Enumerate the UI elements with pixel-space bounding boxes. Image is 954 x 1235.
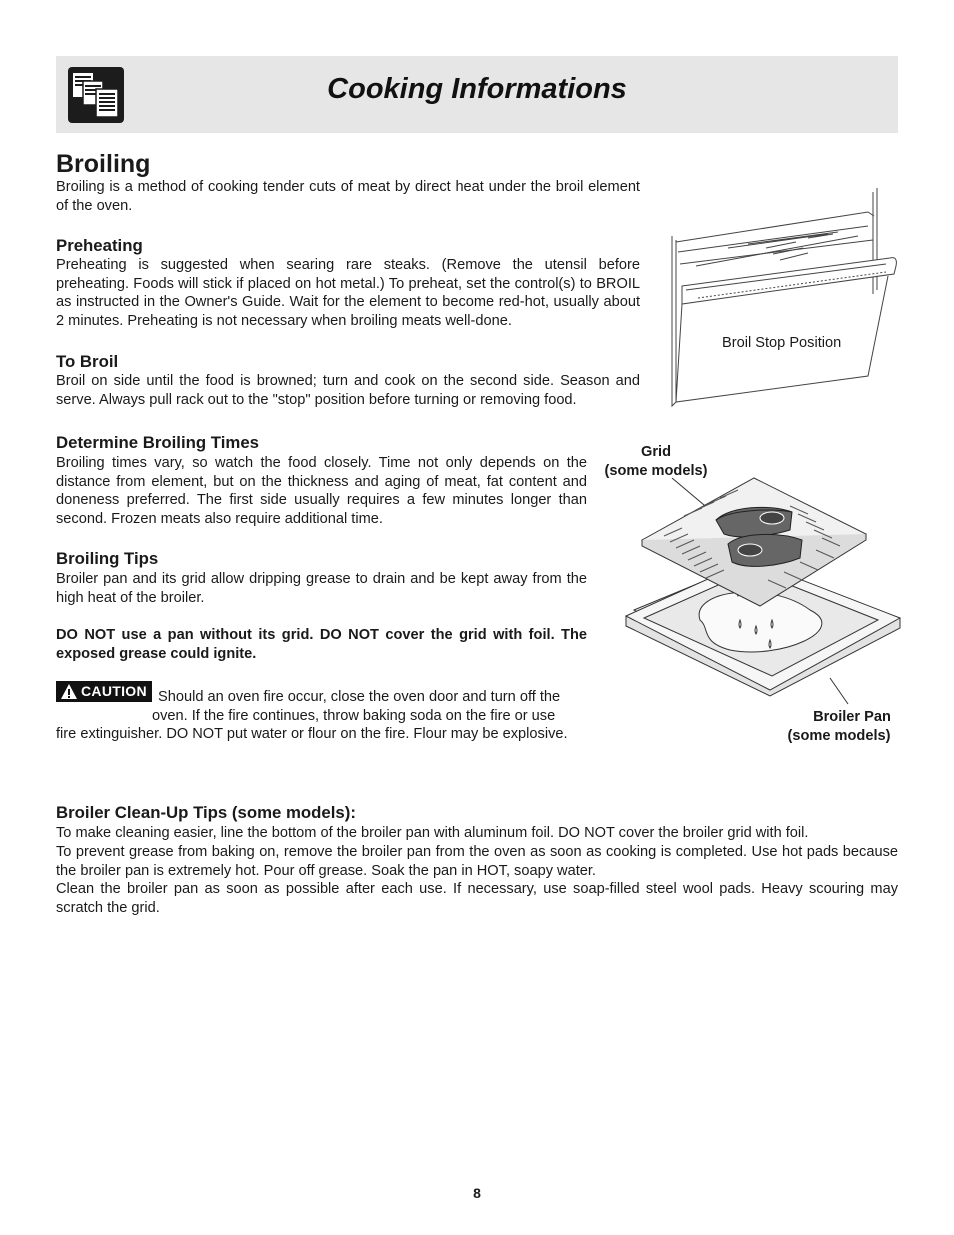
- cleanup-paragraph-3: Clean the broiler pan as soon as possible after each use. If necessary, use soap-filled steel wool pads. Heavy scouring may scratch the grid.: [56, 881, 898, 916]
- cleanup-paragraph-2: To prevent grease from baking on, remove the broiler pan from the oven as soon as cooking is completed. Use hot pads because the broiler pan is extremely hot. Pour off grease. Soak the pan in HOT, soapy water.: [56, 844, 898, 879]
- warning-triangle-icon: [60, 683, 78, 700]
- broiling-times-text: Broiling times vary, so watch the food closely. Time not only depends on the distance from element, but on the thickness and aging of meat, fat content and doneness preferred. The first side usually requires a few minutes longer than second. Frozen meats also require additional time.: [56, 455, 587, 527]
- to-broil-text: Broil on side until the food is browned; turn and cook on the second side. Season and serve. Always pull rack out to the "stop" position before turning or removing food.: [56, 373, 640, 408]
- broiler-pan-grid-illustration: [620, 470, 902, 706]
- broiling-tips-heading: Broiling Tips: [56, 549, 159, 568]
- caution-label: CAUTION: [81, 683, 147, 699]
- caution-badge: [56, 681, 152, 702]
- pan-label-line-2: (some models): [787, 728, 891, 744]
- section-title: Broiling: [56, 150, 151, 178]
- cleanup-heading: Broiler Clean-Up Tips (some models):: [56, 803, 356, 822]
- intro-text: Broiling is a method of cooking tender cuts of meat by direct heat under the broil element of the oven.: [56, 179, 640, 214]
- oven-label: Broil Stop Position: [722, 335, 842, 351]
- grid-label-line-2: (some models): [604, 463, 708, 479]
- broiling-times-heading: Determine Broiling Times: [56, 433, 259, 452]
- to-broil-heading: To Broil: [56, 352, 119, 371]
- page-number: 8: [473, 1185, 481, 1201]
- oven-broil-stop-illustration: [668, 186, 902, 410]
- grid-warning-text: DO NOT use a pan without its grid. DO NOT cover the grid with foil. The exposed grease could ignite.: [56, 627, 587, 662]
- broiling-tips-text: Broiler pan and its grid allow dripping grease to drain and be kept away from the high heat of the broiler.: [56, 571, 587, 606]
- preheating-text: Preheating is suggested when searing rare steaks. (Remove the utensil before preheating. Foods will stick if placed on hot metal.) To preheat, set the control(s) to BROIL as instructed in the Owner's Guide. Wait for the element to become red-hot, usually about 2 minutes. Preheating is not necessary when broiling meats well-done.: [56, 257, 640, 329]
- cleanup-paragraph-1: To make cleaning easier, line the bottom of the broiler pan with aluminum foil. DO NOT cover the broiler grid with foil.: [56, 825, 809, 841]
- grid-label-line-1: Grid: [641, 444, 671, 460]
- caution-line-1: Should an oven fire occur, close the oven door and turn off the: [158, 689, 561, 705]
- caution-line-2: oven. If the fire continues, throw baking soda on the fire or use: [152, 708, 556, 724]
- caution-text-rest: fire extinguisher. DO NOT put water or flour on the fire. Flour may be explosive.: [56, 726, 568, 742]
- pan-label-line-1: Broiler Pan: [813, 709, 891, 725]
- page-title: Cooking Informations: [327, 73, 627, 105]
- preheating-heading: Preheating: [56, 236, 143, 255]
- page-header: [56, 56, 898, 133]
